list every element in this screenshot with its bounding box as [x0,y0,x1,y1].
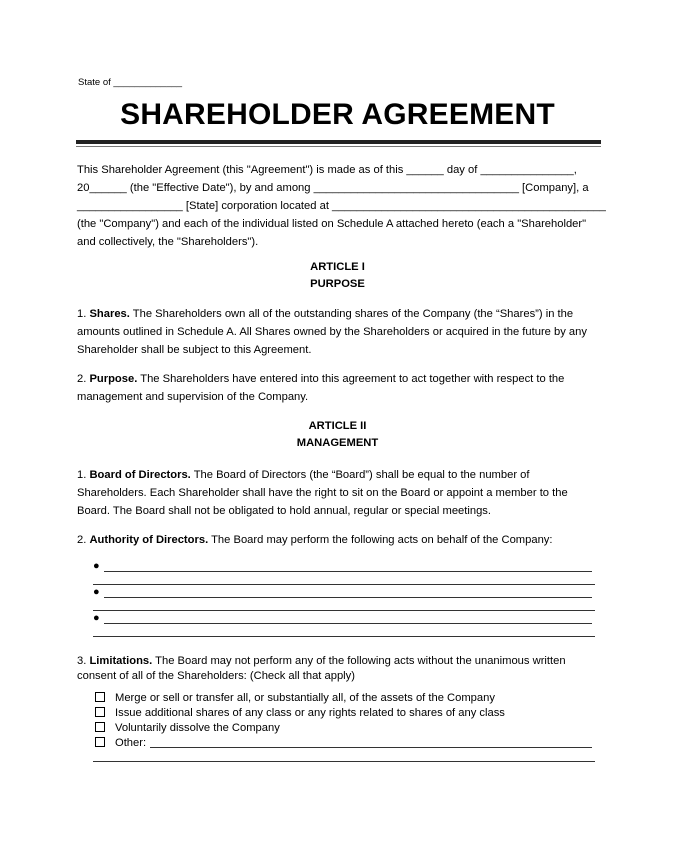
limitations-text: The Board may not perform any of the following acts without the unanimous written [155,655,566,667]
limitations-label: Limitations. [89,655,153,667]
shares-text: The Shareholders own all of the outstanding shares of the Company (the “Shares”) in the [132,308,574,320]
checkbox[interactable] [95,722,105,732]
checkbox[interactable] [95,737,105,747]
purpose-text: The Shareholders have entered into this agreement to act together with respect to the [140,373,565,385]
purpose-line-2: management and supervision of the Company. [77,391,309,403]
section-number: 3. [77,655,87,667]
shares-line-1 [77,305,597,323]
shares-line-3: Shareholder shall be subject to this Agreement. [77,344,312,356]
option-label: Voluntarily dissolve the Company [115,722,280,734]
purpose-line-1 [77,370,597,388]
section-number: 2. [77,534,87,546]
document-title: SHAREHOLDER AGREEMENT [120,98,555,131]
limitations-line-2: consent of all of the Shareholders: (Check all that apply) [77,670,355,682]
shares-line-2: amounts outlined in Schedule A. All Shares owned by the Shareholders or acquired in the future by any [77,326,587,338]
checkbox[interactable] [95,692,105,702]
board-line-1 [77,466,597,484]
state-label: State of _____________ [78,77,183,88]
shares-label: Shares. [89,308,130,320]
limitation-option[interactable] [95,691,495,705]
authority-label: Authority of Directors. [89,534,209,546]
bullet-icon: ● [93,586,100,598]
limitation-option[interactable] [95,736,146,750]
board-line-2: Shareholders. Each Shareholder shall have the right to sit on the Board or appoint a member to the [77,487,568,499]
intro-line: (the "Company") and each of the individual listed on Schedule A attached hereto (each a "Shareholder" [77,218,587,230]
article-2-heading: MANAGEMENT [296,437,379,449]
section-number: 2. [77,373,87,385]
blank-line[interactable] [93,636,595,637]
board-text: The Board of Directors (the “Board”) shall be equal to the number of [193,469,530,481]
blank-line[interactable] [104,597,592,598]
other-blank-line[interactable] [150,747,592,748]
option-label: Issue additional shares of any class or any rights related to shares of any class [115,707,505,719]
bullet-icon: ● [93,560,100,572]
limitation-option[interactable] [95,721,280,735]
intro-line: and collectively, the "Shareholders"). [77,236,259,248]
title-rule [76,140,601,144]
title-rule-thin [76,146,601,147]
article-1-heading: PURPOSE [310,278,365,290]
authority-text: The Board may perform the following acts on behalf of the Company: [211,534,553,546]
option-label: Merge or sell or transfer all, or substantially all, of the assets of the Company [115,692,495,704]
blank-line[interactable] [93,610,595,611]
limitation-option[interactable] [95,706,505,720]
purpose-label: Purpose. [89,373,138,385]
article-2-number: ARTICLE II [308,420,367,432]
checkbox[interactable] [95,707,105,717]
intro-line: _________________ [State] corporation located at ____________________________________________ [77,200,606,212]
blank-line[interactable] [93,584,595,585]
bullet-icon: ● [93,612,100,624]
section-number: 1. [77,469,87,481]
intro-line: This Shareholder Agreement (this "Agreement") is made as of this ______ day of _______________, [77,164,577,176]
option-label: Other: [115,737,147,749]
article-1-number: ARTICLE I [310,261,365,273]
blank-line[interactable] [104,571,592,572]
authority-line [77,531,597,549]
board-line-3: Board. The Board shall not be obligated to hold annual, regular or special meetings. [77,505,491,517]
blank-line[interactable] [93,761,595,762]
section-number: 1. [77,308,87,320]
blank-line[interactable] [104,623,592,624]
intro-line: 20______ (the "Effective Date"), by and among _________________________________ [Company], a [77,182,589,194]
board-label: Board of Directors. [89,469,191,481]
